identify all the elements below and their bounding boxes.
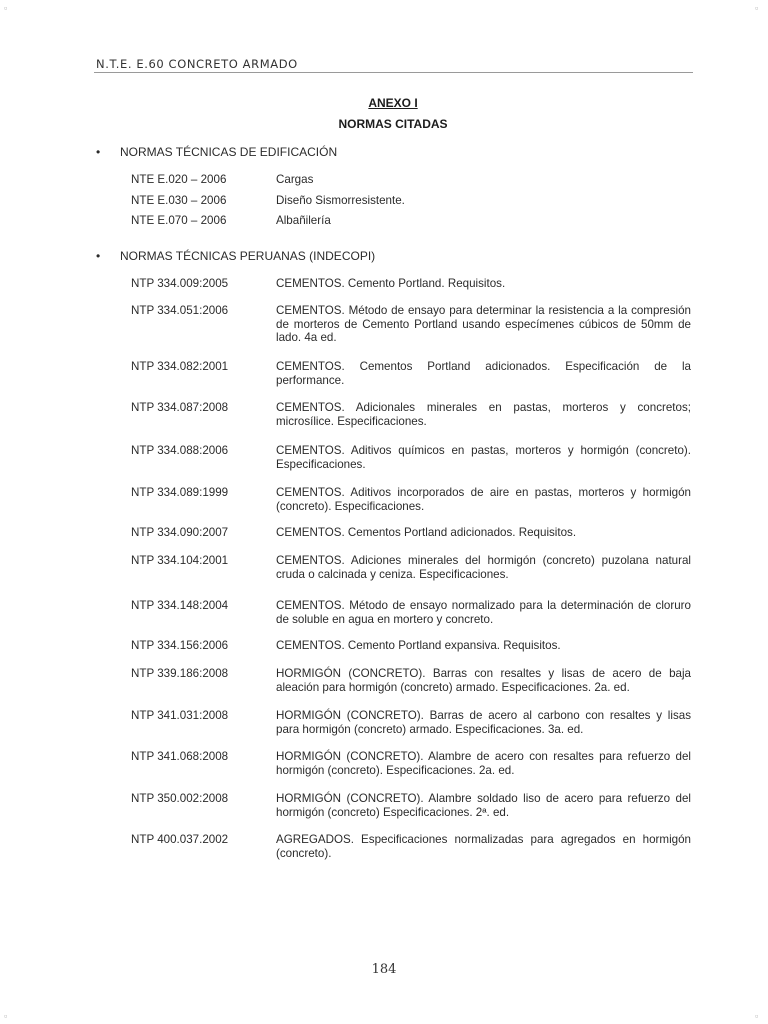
norm-code: NTE E.020 – 2006 <box>131 173 227 186</box>
norm-code: NTP 350.002:2008 <box>131 792 229 805</box>
annex-subtitle: NORMAS CITADAS <box>338 117 448 131</box>
norm-description: HORMIGÓN (CONCRETO). Alambre de acero con resaltes para refuerzo del hormigón (concreto). Especificaciones. 2a. ed. <box>276 750 691 777</box>
section-heading-edificacion <box>96 145 337 159</box>
norm-description: Cargas <box>276 173 314 186</box>
running-header: N.T.E. E.60 CONCRETO ARMADO <box>96 57 298 71</box>
norm-code: NTP 334.148:2004 <box>131 599 229 612</box>
norm-code: NTP 334.104:2001 <box>131 554 229 567</box>
norm-code: NTP 334.088:2006 <box>131 444 229 457</box>
norm-description: HORMIGÓN (CONCRETO). Alambre soldado liso de acero para refuerzo del hormigón (concreto) Especificaciones. 2ª. ed. <box>276 792 691 819</box>
norm-description: CEMENTOS. Método de ensayo para determinar la resistencia a la compresión de morteros de Cemento Portland usando especímenes cúbicos de 50mm de lado. 4a ed. <box>276 304 691 344</box>
section-heading-label: NORMAS TÉCNICAS DE EDIFICACIÓN <box>120 145 338 159</box>
norm-code: NTP 334.087:2008 <box>131 401 229 414</box>
norm-code: NTP 334.009:2005 <box>131 277 229 290</box>
norm-code: NTP 400.037.2002 <box>131 833 229 846</box>
section-heading-indecopi <box>96 249 375 263</box>
section-heading-label: NORMAS TÉCNICAS PERUANAS (INDECOPI) <box>120 249 376 263</box>
norm-description: CEMENTOS. Adiciones minerales del hormigón (concreto) puzolana natural cruda o calcinada y ceniza. Especificaciones. <box>276 554 691 581</box>
norm-description: CEMENTOS. Cemento Portland. Requisitos. <box>276 277 506 290</box>
header-divider <box>94 72 693 73</box>
scan-corner-mark: ▫ <box>755 3 759 13</box>
norm-code: NTP 339.186:2008 <box>131 667 229 680</box>
scan-corner-mark: ▫ <box>4 1011 8 1021</box>
scan-corner-mark: ▫ <box>4 3 8 13</box>
norm-code: NTP 341.068:2008 <box>131 750 229 763</box>
norm-description: Albañilería <box>276 214 331 227</box>
norm-code: NTP 334.156:2006 <box>131 639 229 652</box>
norm-description: CEMENTOS. Aditivos químicos en pastas, morteros y hormigón (concreto). Especificaciones. <box>276 444 691 471</box>
norm-description: CEMENTOS. Adicionales minerales en pastas, morteros y concretos; microsílice. Especificaciones. <box>276 401 691 428</box>
norm-code: NTE E.030 – 2006 <box>131 194 227 207</box>
annex-title: ANEXO I <box>368 96 418 110</box>
norm-description: CEMENTOS. Aditivos incorporados de aire en pastas, morteros y hormigón (concreto). Especificaciones. <box>276 486 691 513</box>
norm-code: NTP 341.031:2008 <box>131 709 229 722</box>
norm-code: NTP 334.090:2007 <box>131 526 229 539</box>
norm-description: CEMENTOS. Cementos Portland adicionados. Especificación de la performance. <box>276 360 691 387</box>
bullet-icon: • <box>96 145 101 159</box>
norm-description: CEMENTOS. Cemento Portland expansiva. Requisitos. <box>276 639 561 652</box>
norm-code: NTP 334.051:2006 <box>131 304 229 317</box>
norm-description: CEMENTOS. Cementos Portland adicionados. Requisitos. <box>276 526 577 539</box>
norm-description: AGREGADOS. Especificaciones normalizadas para agregados en hormigón (concreto). <box>276 833 691 860</box>
scan-corner-mark: ▫ <box>755 1011 759 1021</box>
norm-code: NTP 334.082:2001 <box>131 360 229 373</box>
page-number: 184 <box>371 962 397 977</box>
norm-description: CEMENTOS. Método de ensayo normalizado para la determinación de cloruro de soluble en agua en mortero y concreto. <box>276 599 691 626</box>
norm-description: HORMIGÓN (CONCRETO). Barras de acero al carbono con resaltes y lisas para hormigón (concreto) armado. Especificaciones. 3a. ed. <box>276 709 691 736</box>
norm-code: NTE E.070 – 2006 <box>131 214 227 227</box>
norm-description: Diseño Sismorresistente. <box>276 194 405 207</box>
norm-code: NTP 334.089:1999 <box>131 486 229 499</box>
bullet-icon: • <box>96 249 101 263</box>
norm-description: HORMIGÓN (CONCRETO). Barras con resaltes y lisas de acero de baja aleación para hormigón (concreto) armado. Especificaciones. 2a. ed. <box>276 667 691 694</box>
